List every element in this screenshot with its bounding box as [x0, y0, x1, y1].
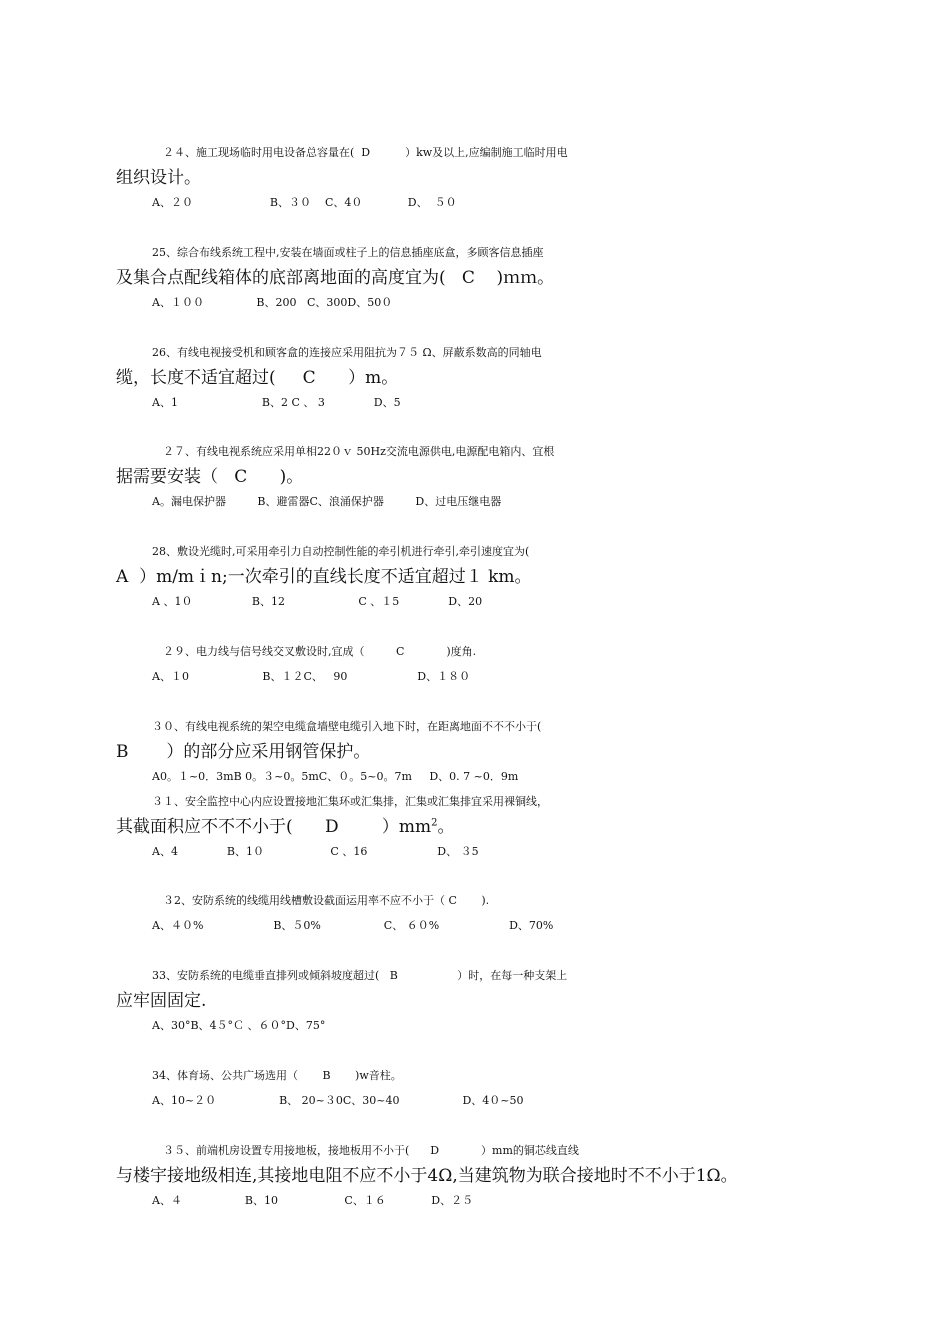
q24-line-1: ２４、施工现场临时用电设备总容量在( D ）kw及以上,应编制施工临时用电	[152, 146, 568, 159]
q26-line-2: 缆，长度不适宜超过( C ）m。	[116, 368, 399, 388]
q33-options: A、30°B、4５°Ｃ 、６０°D、75°	[152, 1019, 326, 1032]
q28-line-1: 28、敷设光缆时,可采用牵引力自动控制性能的牵引机进行牵引,牵引速度宜为(	[152, 545, 530, 558]
q31-line-2-text: 其截面积应不不不小于( D ）mm	[116, 817, 432, 837]
q29-line-1: ２９、电力线与信号线交叉敷设时,宜成（ C )度角.	[152, 645, 477, 658]
q32-options: A、４０% B、５0% C、 ６０% D、70%	[152, 919, 554, 932]
q28-line-2: A ）m/mｉn;一次牵引的直线长度不适宜超过１ km。	[116, 567, 532, 587]
q31-line-2	[116, 816, 846, 838]
q25-line-2: 及集合点配线箱体的底部离地面的高度宜为( C )ｍｍ。	[116, 268, 555, 288]
q30-line-1: ３０、有线电视系统的架空电缆盒墙壁电缆引入地下时，在距离地面不不不小于(	[152, 720, 542, 733]
q32-line-1: ３2、安防系统的线缆用线槽敷设截面运用率不应不小于（ C ).	[152, 894, 490, 907]
q24-options: A、２０ B、３０ C、4０ D、 ５０	[152, 196, 457, 209]
q27-line-1: ２７、有线电视系统应采用单相22０ｖ 50Hz交流电源供电,电源配电箱内、宜根	[152, 445, 555, 458]
q35-line-2: 与楼宇接地级相连,其接地电阻不应不小于4Ω,当建筑物为联合接地时不不小于1Ω。	[116, 1166, 738, 1186]
q31-line-2-end: 。	[437, 817, 455, 837]
q25-options: A、１００ B、200 C、300D、50０	[152, 296, 393, 309]
q27-options: A。漏电保护器 B、避雷器C、浪涌保护器 D、过电压继电器	[152, 495, 502, 508]
q24-line-2: 组织设计。	[116, 168, 201, 188]
q35-options: A、４ B、10 C、１６ D、２５	[152, 1194, 474, 1207]
q29-options: A、１0 B、１２C、 90 D、１８０	[152, 670, 471, 683]
q31-superscript: 2	[431, 817, 438, 829]
q33-line-1: 33、安防系统的电缆垂直排列或倾斜坡度超过( B ）时，在每一种支架上	[152, 969, 568, 982]
q31-line-1: ３１、安全监控中心内应设置接地汇集环或汇集排，汇集或汇集排宜采用裸铜线，	[152, 795, 548, 808]
q30-options: A0。１~0．3mB 0。３~0。5mC、０。5~0。7m D、0. 7 ~0．9m	[152, 770, 519, 783]
q30-line-2: B ）的部分应采用钢管保护。	[116, 742, 371, 762]
q27-line-2: 据需要安装（ C )。	[116, 467, 304, 487]
q35-line-1: ３５、前端机房设置专用接地板，接地板用不小于( D ）mm的铜芯线直线	[152, 1144, 579, 1157]
q26-line-1: 26、有线电视接受机和顾客盒的连接应采用阻抗为７５ Ω、屏蔽系数高的同轴电	[152, 346, 542, 359]
q25-line-1: 25、综合布线系统工程中,安装在墙面或柱子上的信息插座底盒，多顾客信息插座	[152, 246, 544, 259]
q34-line-1: 34、体育场、公共广场选用（ B )w音柱。	[152, 1069, 402, 1082]
q33-line-2: 应牢固固定.	[116, 991, 207, 1011]
q26-options: A、1 B、2 C 、 3 D、5	[152, 396, 401, 409]
q34-options: A、10~２０ B、 20~３0C、30~40 D、4０~50	[152, 1094, 524, 1107]
q31-options: A、4 B、1０ C 、16 D、 ３5	[152, 845, 479, 858]
q28-options: A 、1０ B、12 C 、１5 D、20	[152, 595, 483, 608]
